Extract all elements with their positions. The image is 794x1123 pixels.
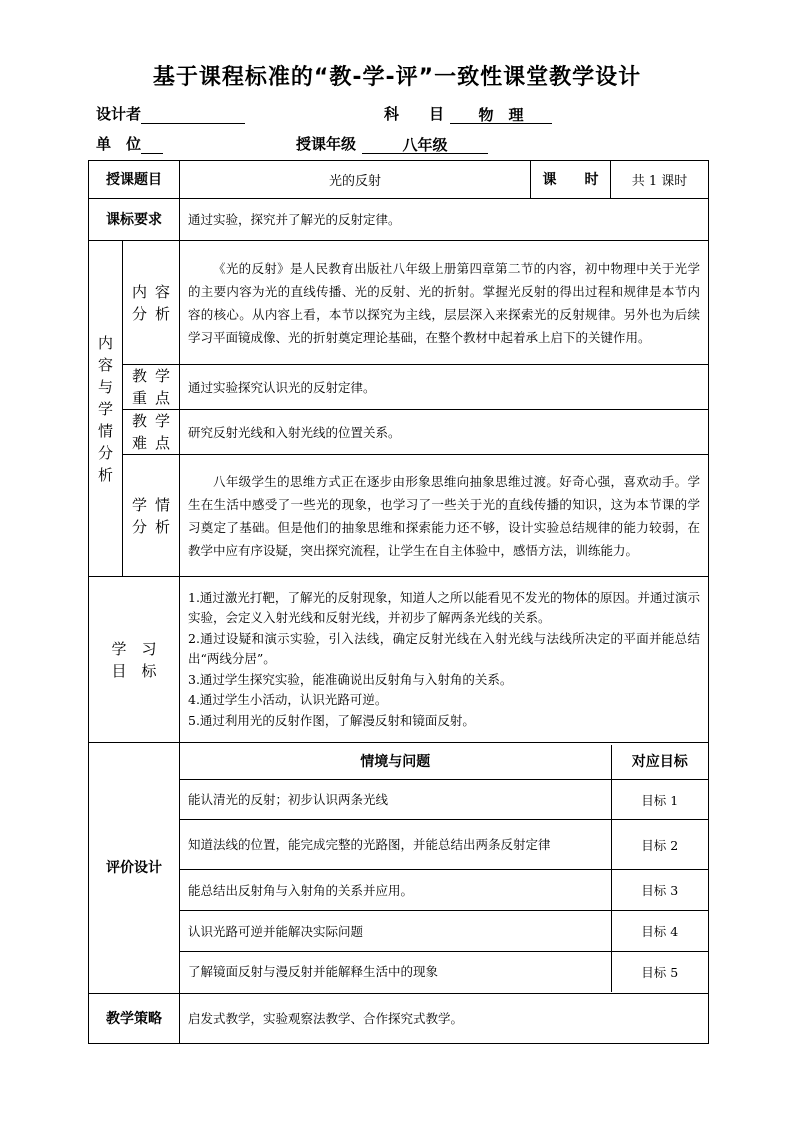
eval-question: 认识光路可逆并能解决实际问题 [180,911,611,952]
eval-row [180,911,708,952]
eval-question: 了解镜面反射与漫反射并能解释生活中的现象 [180,952,611,992]
strategy-value: 启发式教学，实验观察法教学、合作探究式教学。 [180,994,709,1044]
subject-value: 物 理 [450,105,552,124]
student-label-2: 分析 [131,517,178,536]
key-point-label-2: 重点 [131,389,178,407]
analysis-group-cell [89,241,123,577]
eval-label: 评价设计 [89,743,180,994]
topic-label: 授课题目 [89,161,180,199]
eval-target: 目标 1 [611,780,708,820]
unit-field [96,134,163,154]
student-analysis-cell [180,455,709,577]
student-label-1: 学情 [131,495,178,514]
designer-field [96,104,245,124]
evaluation-cell [180,743,709,994]
eval-target: 目标 3 [611,870,708,911]
eval-question: 知道法线的位置，能完成完整的光路图，并能总结出两条反射定律 [180,820,611,870]
unit-label: 单 位 [96,135,142,153]
standard-label: 课标要求 [89,199,180,241]
content-analysis-row [89,241,709,365]
content-analysis-label-1: 内容 [131,282,178,301]
content-analysis-label-cell [123,241,180,365]
difficulty-label-2: 难点 [131,434,178,452]
unit-value [141,135,163,154]
eval-row [180,780,708,820]
eval-row [180,952,708,992]
eval-question: 能认清光的反射；初步认识两条光线 [180,780,611,820]
standard-row [89,199,709,241]
goals-label-2: 目 标 [111,661,157,680]
content-analysis-text: 《光的反射》是人民教育出版社八年级上册第四章第二节的内容，初中物理中关于光学的主要内容为光的直线传播、光的反射、光的折射。掌握光反射的得出过程和规律是本节内容的核心。从内容上看，本节以探究为主线，层层深入来探索光的反射规律。另外也为后续学习平面镜成像、光的折射奠定理论基础，在整个教材中起着承上启下的关键作用。 [188,260,700,345]
goal-item: 3.通过学生探究实验，能准确说出反射角与入射角的关系。 [188,671,513,687]
strategy-row [89,994,709,1044]
grade-value: 八年级 [362,135,488,154]
analysis-group-label: 内容与学情分析 [98,333,114,484]
student-analysis-row [89,455,709,577]
goals-cell [180,577,709,743]
student-label-cell [123,455,180,577]
topic-value: 光的反射 [180,161,531,199]
eval-row [180,820,708,870]
evaluation-row [89,743,709,994]
hours-value: 共 1 课时 [611,161,709,199]
eval-target: 目标 2 [611,820,708,870]
student-analysis-text: 八年级学生的思维方式正在逐步由形象思维向抽象思维过渡。好奇心强，喜欢动手。学生在生活中感受了一些光的现象，也学习了一些关于光的直线传播的知识，这为本节课的学习奠定了基础。但是他们的抽象思维和探索能力还不够，设计实验总结规律的能力较弱，在教学中应有序设疑，突出探究流程，让学生在自主体验中，感悟方法，训练能力。 [188,473,700,558]
difficulty-label-1: 教学 [131,412,178,430]
key-point-label-1: 教学 [131,367,178,385]
hours-label: 课 时 [531,161,611,199]
eval-header-row [180,745,708,780]
eval-col2-header: 对应目标 [611,745,708,780]
lesson-plan-table [88,160,709,1044]
document-title: 基于课程标准的“教-学-评”一致性课堂教学设计 [152,65,642,90]
eval-question: 能总结出反射角与入射角的关系并应用。 [180,870,611,911]
subject-label: 科 目 [384,105,445,123]
eval-row [180,870,708,911]
standard-value: 通过实验，探究并了解光的反射定律。 [180,199,709,241]
strategy-label: 教学策略 [89,994,180,1044]
topic-row [89,161,709,199]
grade-label: 授课年级 [296,135,357,153]
content-analysis-cell [180,241,709,365]
goals-row [89,577,709,743]
goal-item: 4.通过学生小活动，认识光路可逆。 [188,692,388,708]
grade-field [296,134,488,154]
eval-target: 目标 4 [611,911,708,952]
designer-value [141,105,245,124]
evaluation-table [180,745,708,992]
difficulty-text: 研究反射光线和入射光线的位置关系。 [180,410,709,455]
difficulty-label-cell [123,410,180,455]
key-point-text: 通过实验探究认识光的反射定律。 [180,365,709,410]
goals-label-1: 学 习 [111,639,157,658]
goal-item: 1.通过激光打靶，了解光的反射现象，知道人之所以能看见不发光的物体的原因。并通过演示实验，会定义入射光线和反射光线，并初步了解两条光线的关系。 [188,589,700,626]
goal-item: 2.通过设疑和演示实验，引入法线，确定反射光线在入射光线与法线所决定的平面并能总结出“两线分居”。 [188,630,700,667]
eval-col1-header: 情境与问题 [180,745,611,780]
goals-label-cell [89,577,180,743]
key-point-row [89,365,709,410]
designer-label: 设计者 [96,105,142,123]
difficulty-row [89,410,709,455]
content-analysis-label-2: 分析 [131,304,178,323]
eval-target: 目标 5 [611,952,708,992]
goal-item: 5.通过利用光的反射作图，了解漫反射和镜面反射。 [188,712,475,728]
subject-field [384,104,552,124]
key-point-label-cell [123,365,180,410]
